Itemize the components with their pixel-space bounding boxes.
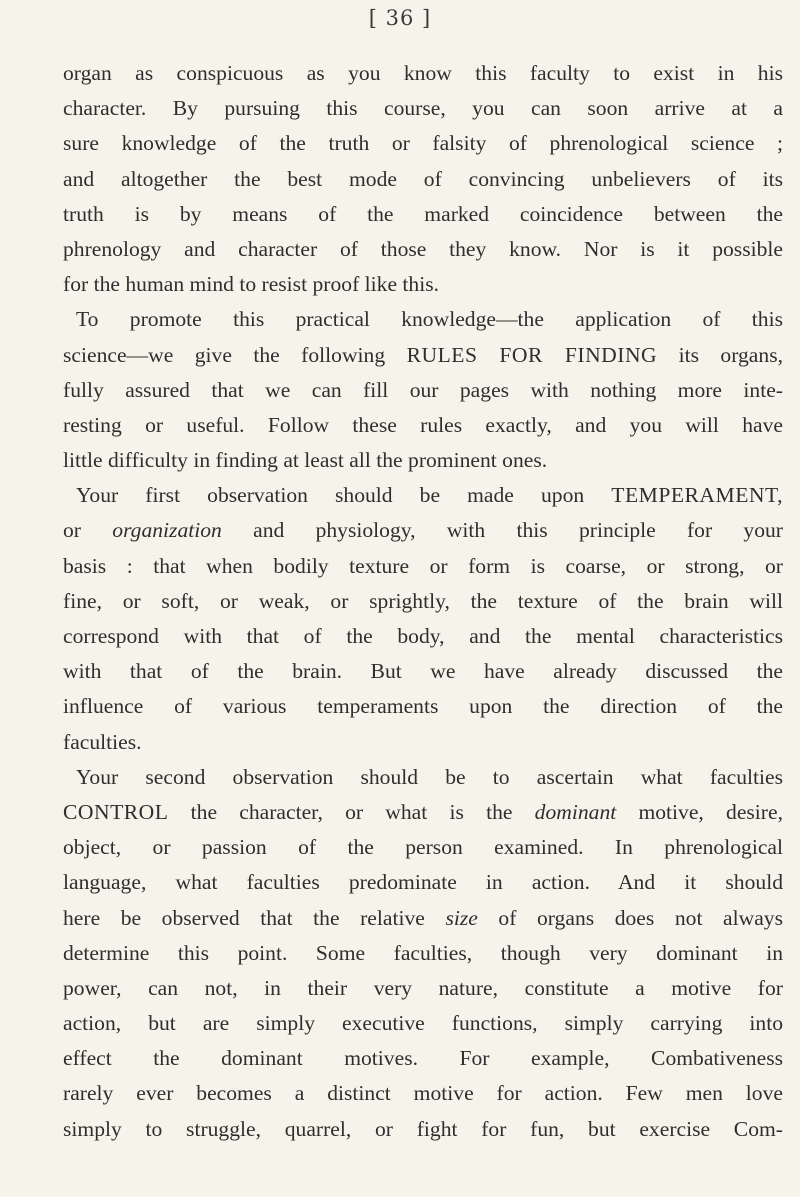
paragraph-first-line: To promote this practical knowledge—the application of this (76, 307, 783, 332)
text-line: action, but are simply executive functions, simply carrying into (63, 1011, 783, 1036)
text-line: fully assured that we can fill our pages with nothing more inte- (63, 377, 783, 402)
text-line: sure knowledge of the truth or falsity of phrenological science ; (63, 131, 783, 156)
small-caps-phrase: TEMPERAMENT, (611, 483, 783, 508)
text-line: for the human mind to resist proof like this. (63, 272, 440, 297)
italic-word: size (445, 905, 478, 930)
small-caps-word: CONTROL (63, 799, 169, 824)
text-line: basis : that when bodily texture or form is coarse, or strong, or (63, 553, 783, 578)
text-line: with that of the brain. But we have already discussed the (63, 659, 783, 684)
text-line: fine, or soft, or weak, or sprightly, the texture of the brain will (63, 588, 783, 613)
text-line: power, can not, in their very nature, constitute a motive for (63, 975, 783, 1000)
text-line: here be observed that the relative size of organs does not always (63, 905, 783, 930)
text-line: effect the dominant motives. For example, Combativeness (63, 1046, 783, 1071)
text-line: language, what faculties predominate in action. And it should (63, 870, 783, 895)
text-line: or organization and physiology, with this principle for your (63, 518, 783, 543)
body-text (63, 56, 783, 1147)
text-line: simply to struggle, quarrel, or fight for fun, but exercise Com- (63, 1116, 783, 1141)
italic-word: organization (112, 518, 222, 543)
paragraph-first-line: Your second observation should be to ascertain what faculties (76, 764, 783, 789)
page-number: [ 36 ] (368, 6, 432, 30)
text-line: organ as conspicuous as you know this faculty to exist in his (63, 61, 783, 85)
text-line: truth is by means of the marked coincidence between the (63, 201, 783, 226)
text-line: correspond with that of the body, and the mental characteristics (63, 624, 783, 648)
text-line: phrenology and character of those they know. Nor is it possible (63, 236, 783, 261)
text-line: CONTROL the character, or what is the dominant motive, desire, (63, 799, 783, 824)
italic-word: dominant (534, 799, 617, 824)
text-line: influence of various temperaments upon the direction of the (63, 694, 783, 719)
small-caps-phrase: RULES FOR FINDING (406, 342, 658, 367)
text-line: determine this point. Some faculties, though very dominant in (63, 940, 783, 965)
text-line: resting or useful. Follow these rules exactly, and you will have (63, 412, 783, 437)
text-line: and altogether the best mode of convincing unbelievers of its (63, 166, 783, 191)
text-line: object, or passion of the person examined. In phrenological (63, 835, 783, 860)
text-line: faculties. (63, 729, 142, 754)
text-line: character. By pursuing this course, you can soon arrive at a (63, 96, 783, 121)
text-line: little difficulty in finding at least all the prominent ones. (63, 448, 548, 473)
text-line: science—we give the following RULES FOR FINDING its organs, (63, 342, 783, 367)
text-line: rarely ever becomes a distinct motive for action. Few men love (63, 1081, 783, 1106)
paragraph-first-line: Your first observation should be made upon TEMPERAMENT, (76, 483, 783, 508)
